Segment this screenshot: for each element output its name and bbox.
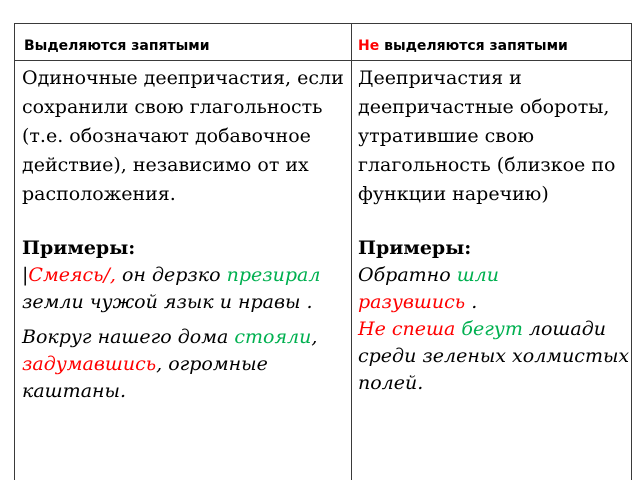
header-left (24, 38, 344, 54)
table-border-right (631, 23, 632, 480)
left-example-2-rest: , огромные каштаны. (22, 353, 268, 402)
right-example-1-rest: . (465, 291, 478, 313)
left-example-1-rest: земли чужой язык и нравы . (22, 291, 313, 313)
right-rule-text: Деепричастия и деепричастные обороты, утратившие свою глагольность (близкое по функции наречию) (358, 67, 616, 205)
header-divider (14, 60, 632, 61)
right-example-1-participle: разувшись (358, 291, 466, 313)
column-divider (351, 23, 352, 480)
left-examples-title: Примеры: (22, 237, 136, 259)
left-example-2-participle: задумавшись (22, 353, 157, 375)
right-examples-title: Примеры: (358, 237, 472, 259)
left-example-2-text: Вокруг нашего дома (22, 326, 235, 348)
left-example-1-verb: презирал (226, 264, 321, 286)
right-example-1-text: Обратно (358, 264, 457, 286)
left-example-1-participle: Смеясь/, (28, 264, 116, 286)
header-right-negation: Не (358, 38, 380, 54)
header-right (358, 38, 628, 54)
table-border-top (14, 23, 632, 24)
left-example-2 (22, 324, 350, 405)
right-example-2-verb: бегут (461, 318, 523, 340)
left-example-1 (22, 262, 350, 316)
table-border-left (14, 23, 15, 480)
right-example-2 (358, 316, 630, 397)
header-left-text: Выделяются запятыми (24, 38, 210, 54)
left-example-2-comma: , (311, 326, 318, 348)
left-rule-text: Одиночные деепричастия, если сохранили свою глагольность (т.е. обозначают добавочное действие), независимо от их расположения. (22, 67, 344, 205)
left-example-1-bar: | (22, 264, 29, 286)
right-example-2-participle: Не спеша (358, 318, 456, 340)
left-example-1-text: он дерзко (115, 264, 227, 286)
left-column (22, 64, 350, 405)
right-example-1-verb: шли (456, 264, 500, 286)
right-column (358, 64, 630, 397)
left-example-2-verb: стояли (234, 326, 312, 348)
right-example-1 (358, 262, 630, 316)
right-example-2-rest: лошади среди зеленых холмистых полей. (358, 318, 630, 394)
header-right-text: выделяются запятыми (379, 38, 568, 54)
